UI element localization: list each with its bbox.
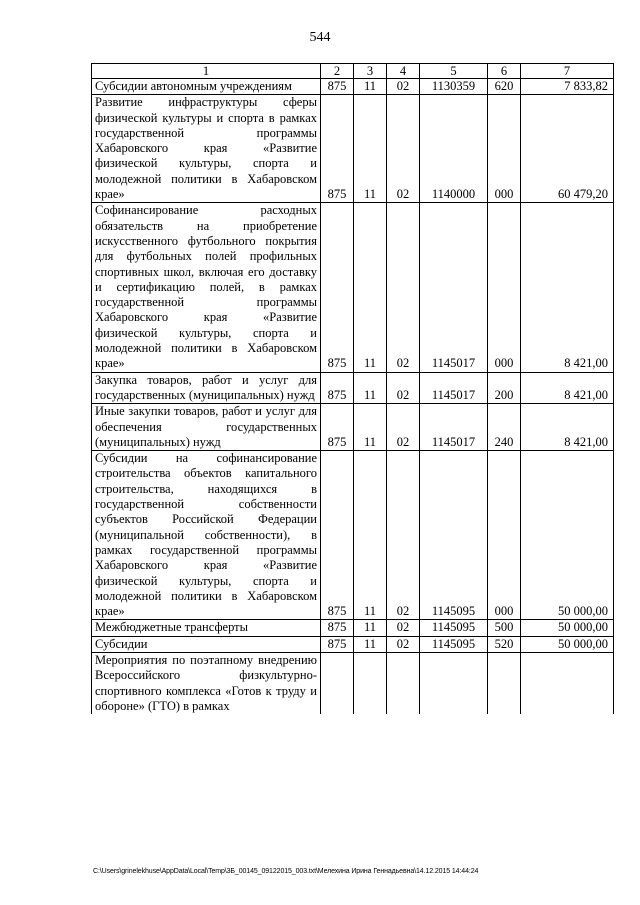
amount: 7 833,82 <box>521 79 614 95</box>
section-code: 11 <box>354 636 387 652</box>
target-article-code: 1130359 <box>420 79 488 95</box>
row-description: Субсидии автономным учреждениям <box>92 79 321 95</box>
subsection-code: 02 <box>387 451 420 620</box>
row-description: Субсидии на софинансирование строительства объектов капитального строительства, находящихся в государственной собственности субъектов Российской Федерации (муниципальной собственности), в рамках государственной программы Хабаровского края «Развитие физической культуры, спорта и молодежной политики в Хабаровском крае» <box>92 451 321 620</box>
amount <box>521 652 614 714</box>
target-article-code: 1140000 <box>420 95 488 203</box>
ministry-code <box>321 652 354 714</box>
column-header: 2 <box>321 64 354 79</box>
expense-type-code: 240 <box>488 404 521 451</box>
row-description: Софинансирование расходных обязательств на приобретение искусственного футбольного покрытия для футбольных полей профильных спортивных школ, включая его доставку и сертификацию полей, в рамках государственной программы Хабаровского края «Развитие физической культуры, спорта и молодежной политики в Хабаровском крае» <box>92 203 321 372</box>
amount: 8 421,00 <box>521 203 614 372</box>
target-article-code: 1145095 <box>420 451 488 620</box>
row-description: Закупка товаров, работ и услуг для государственных (муниципальных) нужд <box>92 372 321 404</box>
expense-type-code: 200 <box>488 372 521 404</box>
ministry-code: 875 <box>321 203 354 372</box>
row-description: Межбюджетные трансферты <box>92 620 321 636</box>
target-article-code: 1145017 <box>420 203 488 372</box>
column-header: 3 <box>354 64 387 79</box>
subsection-code <box>387 652 420 714</box>
section-code: 11 <box>354 404 387 451</box>
amount: 60 479,20 <box>521 95 614 203</box>
expense-type-code <box>488 652 521 714</box>
ministry-code: 875 <box>321 79 354 95</box>
table-row <box>92 636 614 652</box>
expense-type-code: 000 <box>488 95 521 203</box>
target-article-code: 1145095 <box>420 620 488 636</box>
row-description: Субсидии <box>92 636 321 652</box>
ministry-code: 875 <box>321 620 354 636</box>
table-row <box>92 79 614 95</box>
ministry-code: 875 <box>321 451 354 620</box>
ministry-code: 875 <box>321 636 354 652</box>
column-header: 7 <box>521 64 614 79</box>
section-code: 11 <box>354 372 387 404</box>
subsection-code: 02 <box>387 620 420 636</box>
target-article-code: 1145017 <box>420 404 488 451</box>
column-header: 6 <box>488 64 521 79</box>
table-row <box>92 451 614 620</box>
amount: 8 421,00 <box>521 404 614 451</box>
expense-type-code: 620 <box>488 79 521 95</box>
row-description: Иные закупки товаров, работ и услуг для обеспечения государственных (муниципальных) нужд <box>92 404 321 451</box>
section-code: 11 <box>354 451 387 620</box>
subsection-code: 02 <box>387 95 420 203</box>
budget-table <box>91 63 614 714</box>
table-row <box>92 652 614 714</box>
expense-type-code: 520 <box>488 636 521 652</box>
ministry-code: 875 <box>321 372 354 404</box>
subsection-code: 02 <box>387 372 420 404</box>
amount: 8 421,00 <box>521 372 614 404</box>
subsection-code: 02 <box>387 79 420 95</box>
subsection-code: 02 <box>387 636 420 652</box>
section-code <box>354 652 387 714</box>
row-description: Развитие инфраструктуры сферы физической культуры и спорта в рамках государственной программы Хабаровского края «Развитие физической культуры, спорта и молодежной политики в Хабаровском крае» <box>92 95 321 203</box>
expense-type-code: 000 <box>488 451 521 620</box>
section-code: 11 <box>354 620 387 636</box>
table-row <box>92 95 614 203</box>
amount: 50 000,00 <box>521 451 614 620</box>
target-article-code: 1145095 <box>420 636 488 652</box>
ministry-code: 875 <box>321 404 354 451</box>
section-code: 11 <box>354 95 387 203</box>
expense-type-code: 000 <box>488 203 521 372</box>
amount: 50 000,00 <box>521 636 614 652</box>
table-row <box>92 620 614 636</box>
expense-type-code: 500 <box>488 620 521 636</box>
target-article-code: 1145017 <box>420 372 488 404</box>
subsection-code: 02 <box>387 203 420 372</box>
column-header: 1 <box>92 64 321 79</box>
column-header: 5 <box>420 64 488 79</box>
column-header: 4 <box>387 64 420 79</box>
ministry-code: 875 <box>321 95 354 203</box>
target-article-code <box>420 652 488 714</box>
file-path-footer: C:\Users\grinelekhuse\AppData\Local\Temp\3Б_00145_09122015_003.txt\Мелехина Ирина Геннадьевна\14.12.2015 14:44:24 <box>93 868 479 875</box>
table-row <box>92 372 614 404</box>
table-row <box>92 203 614 372</box>
table-row <box>92 404 614 451</box>
header-row <box>92 64 614 79</box>
page-number: 544 <box>309 30 331 45</box>
section-code: 11 <box>354 203 387 372</box>
section-code: 11 <box>354 79 387 95</box>
subsection-code: 02 <box>387 404 420 451</box>
row-description: Мероприятия по поэтапному внедрению Всероссийского физкультурно-спортивного комплекса «Готов к труду и обороне» (ГТО) в рамках <box>92 652 321 714</box>
amount: 50 000,00 <box>521 620 614 636</box>
